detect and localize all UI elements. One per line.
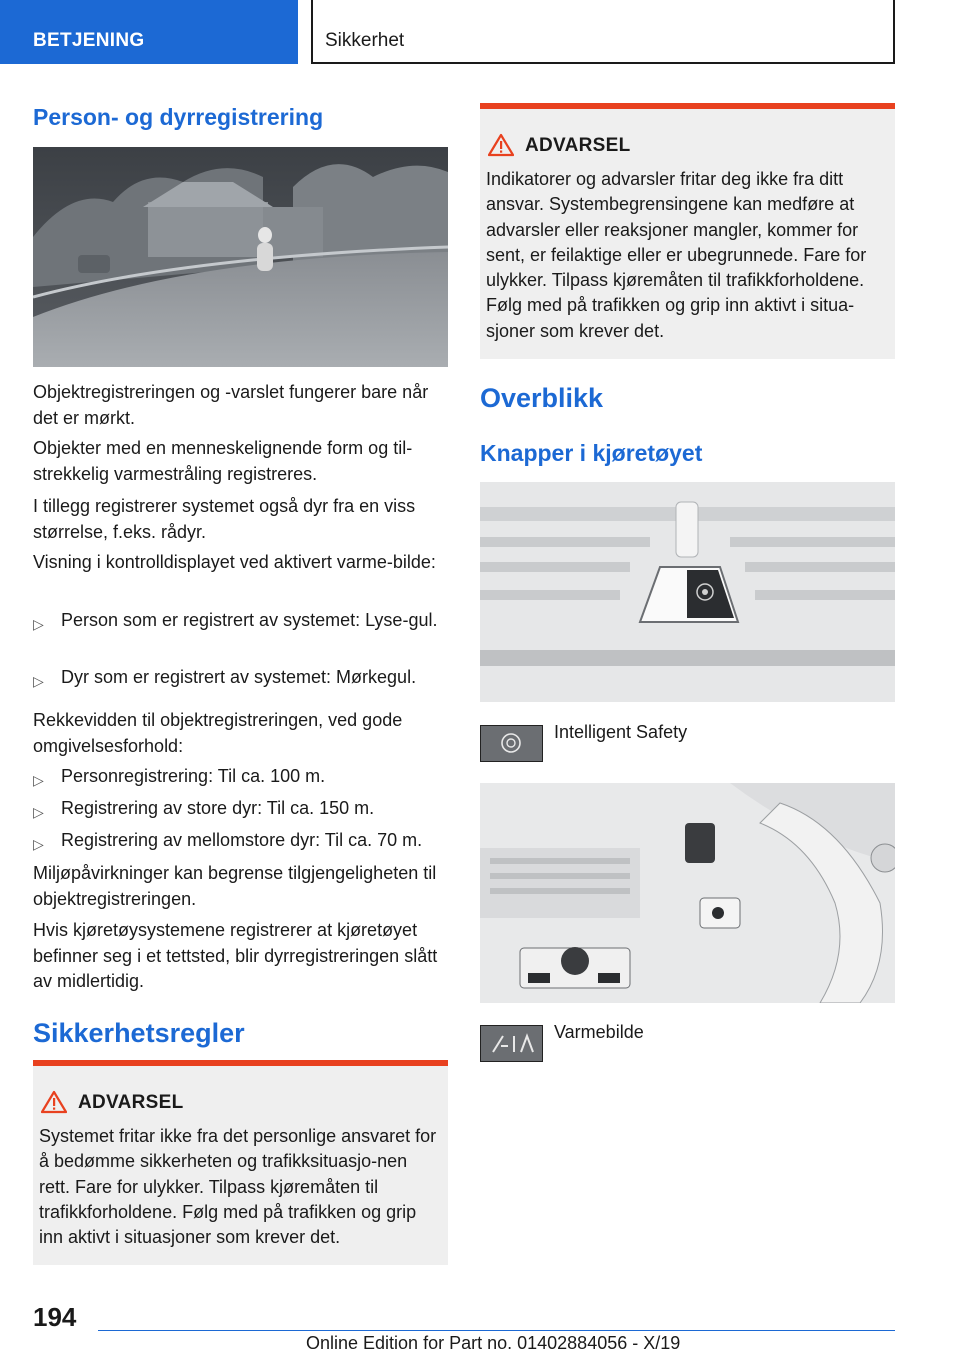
warning-title: ADVARSEL (78, 1092, 184, 1113)
section-title: Sikkerhet (311, 0, 895, 64)
paragraph-6: Hvis kjøretøysystemene registrerer at kjøretøyet befinner seg i et tettsted, blir dyrregistreringen slått av midlertidig. (33, 920, 438, 991)
person-animal-heading: Person- og dyrregistrering (33, 104, 324, 130)
buttons-heading: Knapper i kjøretøyet (480, 440, 703, 466)
list-item-text: Personregistrering: Til ca. 100 m. (61, 766, 326, 786)
thermal-image-label: Varmebilde (554, 1022, 644, 1042)
safety-heading: Sikkerhetsregler (33, 1018, 245, 1048)
night-vision-image (33, 147, 448, 367)
footer-divider (98, 1330, 895, 1331)
paragraph-1: Objektregistreringen og -varslet fungerer bare når det er mørkt. (33, 382, 429, 428)
list-item (33, 796, 448, 822)
paragraph-4: Visning i kontrolldisplayet ved aktivert varme-bilde: (33, 552, 436, 572)
warning-box (480, 103, 895, 359)
chapter-tab: BETJENING (0, 0, 298, 64)
range-intro: Rekkevidden til objektregistreringen, ved gode omgivelsesforhold: (33, 710, 403, 756)
thermal-image-button-icon (480, 1025, 543, 1062)
warning-text: Systemet fritar ikke fra det personlige ansvaret for å bedømme sikkerheten og trafikksituasjo-nen rett. Fare for ulykker. Tilpass kjøremåten til trafikkforholdene. Følg med på trafikken og grip inn aktivt i situasjoner som krever det. (39, 1126, 437, 1248)
bullet-triangle-icon: ▷ (33, 804, 44, 820)
page-number: 194 (33, 1302, 77, 1332)
list-item-text: Dyr som er registrert av systemet: Mørkegul. (61, 667, 417, 687)
steering-area-image (480, 783, 895, 1003)
edition-footer: Online Edition for Part no. 01402884056 - X/19 (306, 1333, 681, 1353)
bullet-triangle-icon: ▷ (33, 772, 44, 788)
buttons-panel-image (480, 482, 895, 702)
list-item-text: Registrering av mellomstore dyr: Til ca. 70 m. (61, 830, 423, 850)
list-item (33, 828, 448, 854)
list-item-text: Person som er registrert av systemet: Lyse-gul. (61, 610, 438, 630)
overview-heading: Overblikk (480, 383, 604, 413)
warning-title: ADVARSEL (525, 135, 631, 156)
list-item (33, 665, 448, 691)
intelligent-safety-button-icon (480, 725, 543, 762)
warning-triangle-icon (41, 1090, 67, 1114)
list-item (33, 764, 448, 790)
intelligent-safety-label: Intelligent Safety (554, 722, 688, 742)
list-item-text: Registrering av store dyr: Til ca. 150 m. (61, 798, 375, 818)
list-item (33, 608, 448, 634)
paragraph-5: Miljøpåvirkninger kan begrense tilgjengeligheten til objektregistreringen. (33, 863, 437, 909)
paragraph-3: I tillegg registrerer systemet også dyr fra en viss størrelse, f.eks. rådyr. (33, 496, 416, 542)
warning-box (33, 1060, 448, 1265)
warning-text: Indikatorer og advarsler fritar deg ikke fra ditt ansvar. Systembegrensingene kan medføre at advarsler eller reaksjoner mangler, kommer for sent, er feilaktige eller er ubegrunnede. Fare for ulykker. Tilpass kjøremåten til trafikkforholdene. Følg med på trafikken og grip inn aktivt i situa-sjoner som krever det. (486, 169, 867, 341)
bullet-triangle-icon: ▷ (33, 673, 44, 689)
paragraph-2: Objekter med en menneskelignende form og til-strekkelig varmestråling registreres. (33, 438, 413, 484)
bullet-triangle-icon: ▷ (33, 616, 44, 632)
bullet-triangle-icon: ▷ (33, 836, 44, 852)
warning-triangle-icon (488, 133, 514, 157)
